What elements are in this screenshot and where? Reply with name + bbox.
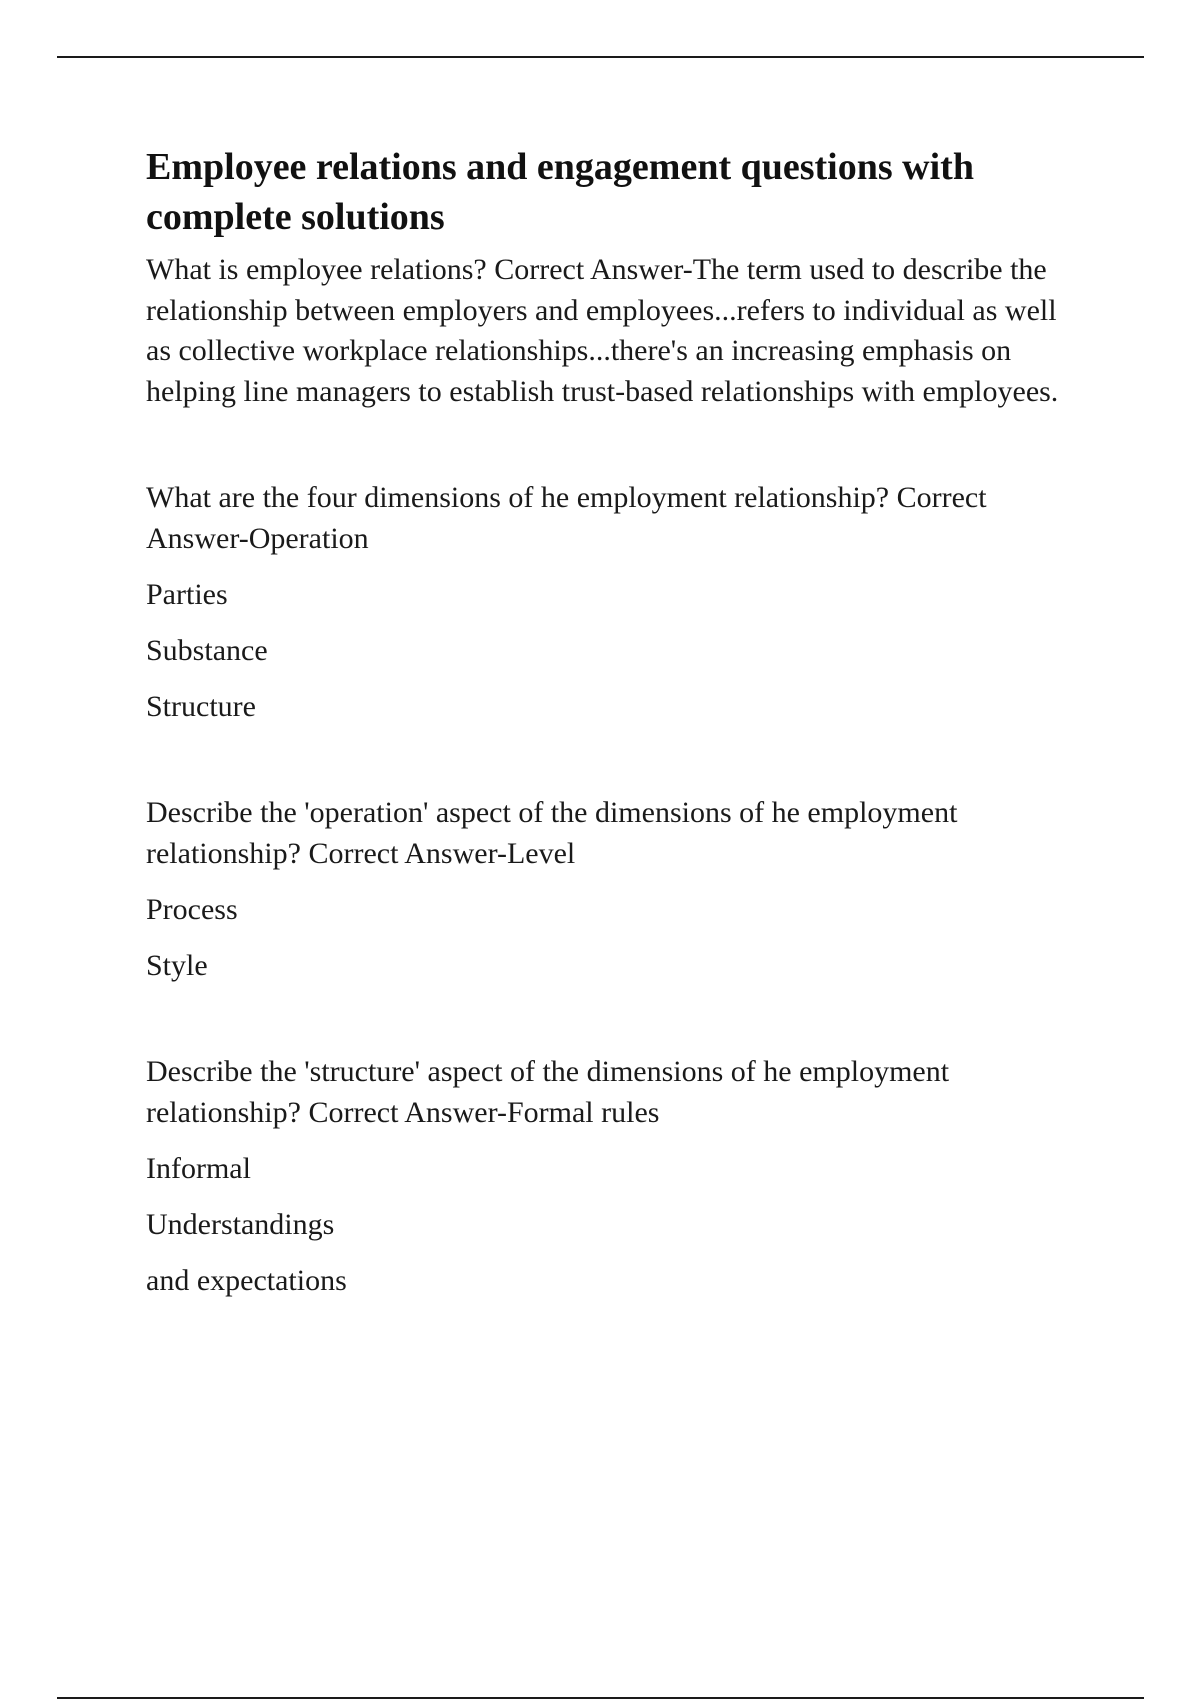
qa-question: Describe the 'structure' aspect of the dimensions of he employment relationship? Correct Answer-Formal rules <box>146 1055 950 1129</box>
qa-answer-item: Process <box>146 893 238 926</box>
qa-answer-item: Structure <box>146 690 256 723</box>
top-divider <box>57 56 1144 58</box>
qa-answer-item: Substance <box>146 634 268 667</box>
document-body <box>146 142 1086 1301</box>
qa-block-1 <box>146 250 1086 412</box>
qa-answer-item: Understandings <box>146 1208 335 1241</box>
qa-block-3 <box>146 793 1086 986</box>
qa-block-2 <box>146 478 1086 727</box>
bottom-divider <box>57 1697 1144 1699</box>
qa-answer-item: Style <box>146 949 208 982</box>
document-title: Employee relations and engagement questions with complete solutions <box>146 146 974 238</box>
qa-answer-item: Informal <box>146 1152 251 1185</box>
qa-question: What are the four dimensions of he employment relationship? Correct Answer-Operation <box>146 481 987 555</box>
qa-answer-item: and expectations <box>146 1264 347 1297</box>
qa-answer-item: Parties <box>146 578 228 611</box>
qa-block-4 <box>146 1052 1086 1301</box>
qa-question: Describe the 'operation' aspect of the dimensions of he employment relationship? Correct Answer-Level <box>146 796 958 870</box>
qa-question: What is employee relations? Correct Answer-The term used to describe the relationship between employers and employees...refers to individual as well as collective workplace relationships...there's an increasing emphasis on helping line managers to establish trust-based relationships with employees. <box>146 253 1059 408</box>
